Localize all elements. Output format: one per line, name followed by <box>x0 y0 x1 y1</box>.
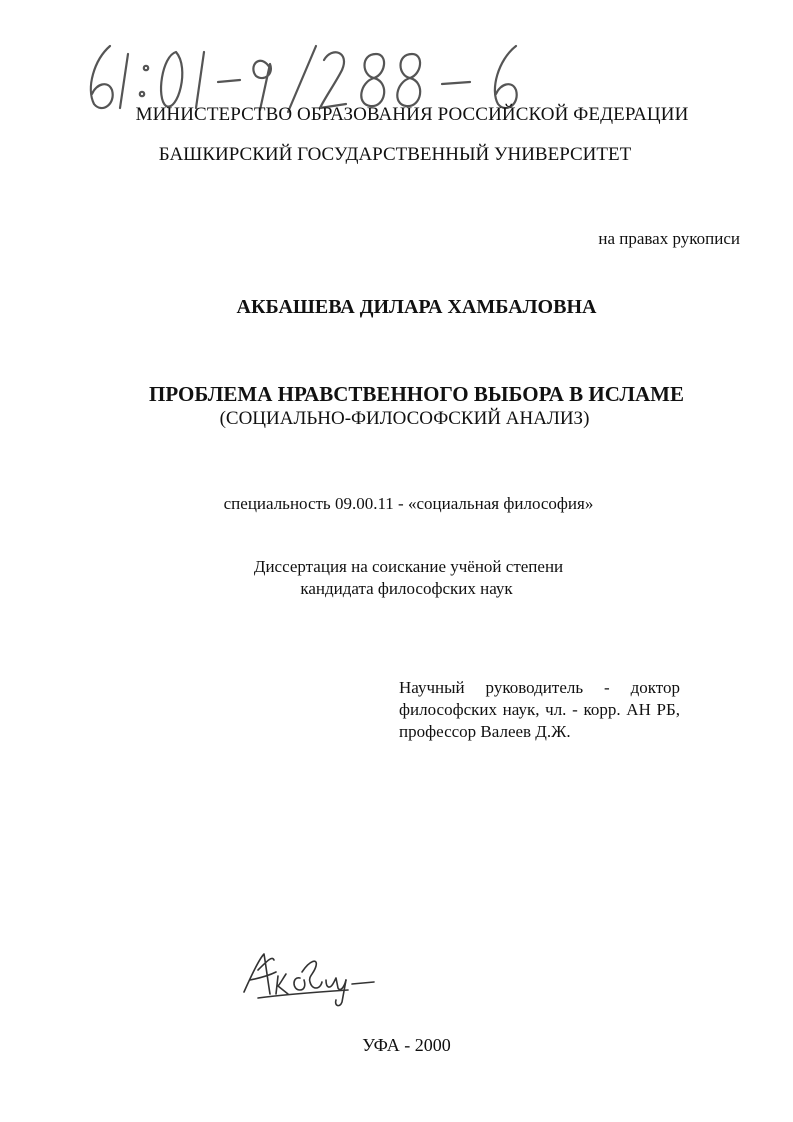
dissertation-title: ПРОБЛЕМА НРАВСТВЕННОГО ВЫБОРА В ИСЛАМЕ <box>148 382 685 406</box>
speciality-line: специальность 09.00.11 - «социальная философия» <box>223 494 594 513</box>
scientific-supervisor: Научный руководитель - доктор философских наук, чл. - корр. АН РБ, профессор Валеев Д.Ж. <box>399 678 680 741</box>
manuscript-rights-note: на правах рукописи <box>598 229 740 248</box>
university-heading: БАШКИРСКИЙ ГОСУДАРСТВЕННЫЙ УНИВЕРСИТЕТ <box>158 144 632 165</box>
ministry-heading: МИНИСТЕРСТВО ОБРАЗОВАНИЯ РОССИЙСКОЙ ФЕДЕРАЦИИ <box>135 104 689 125</box>
degree-line-1: Диссертация на соискание учёной степени <box>253 557 564 576</box>
author-signature <box>238 950 388 1010</box>
author-name: АКБАШЕВА ДИЛАРА ХАМБАЛОВНА <box>236 296 597 318</box>
city-year: УФА - 2000 <box>362 1035 451 1055</box>
degree-line-2: кандидата философских наук <box>300 579 513 598</box>
dissertation-subtitle: (СОЦИАЛЬНО-ФИЛОСОФСКИЙ АНАЛИЗ) <box>219 408 590 429</box>
